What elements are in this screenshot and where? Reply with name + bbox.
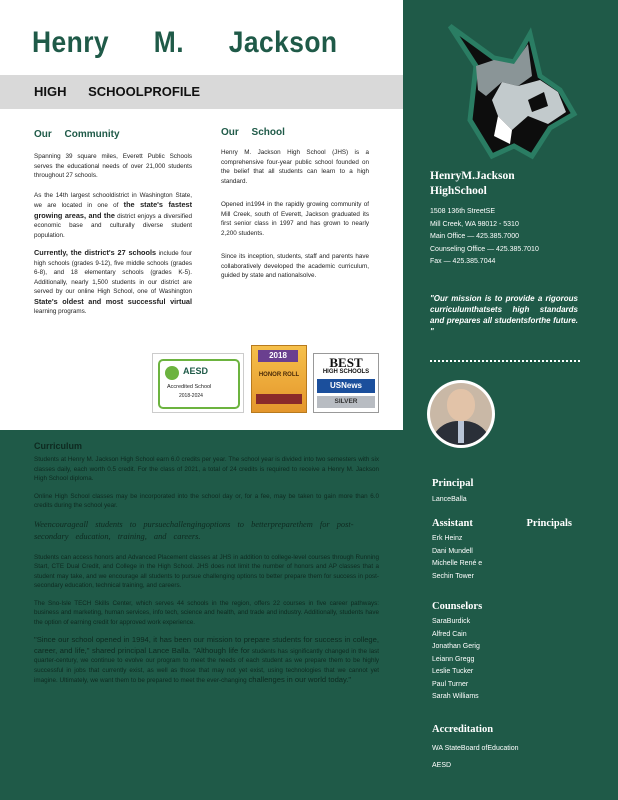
school-p1: Henry M. Jackson High School (JHS) is a comprehensive four-year public school founded on the belief that all students can learn to a high standard. [221,149,369,185]
address: 1508 136th StreetSE [430,208,495,215]
list-item: WA StateBoard ofEducation [432,745,519,752]
list-item: SaraBurdick [432,618,471,625]
community-p1: Spanning 39 square miles, Everett Public Schools serves the educational needs of over 21,000 students throughout 27 schools. [34,153,192,179]
counselors-list [432,616,480,704]
wolf-logo-icon [432,20,582,160]
list-item: Sechin Tower [432,572,474,580]
community-p3c: State's oldest and most successful virtual [34,296,192,306]
page-title: Henry M. Jackson [32,26,338,59]
principal-heading: Principal [432,478,474,489]
aesd-sub: Accredited School [167,384,212,390]
fax: Fax — 425.385.7044 [430,258,496,265]
school-p2: Opened in1994 in the rapidly growing community of Mill Creek, south of Everett, Jackson graduated its first senior class in 1997 and has grown to nearly 2,200 students. [221,201,369,237]
best-line1: BEST [329,355,363,370]
community-p3b: include four high schools (grades 9-12), five middle schools (grades 6-8), and 18 elementary schools (grades K-5). Additionally, nearly 1,500 students in our district are served by our online High School, one of Washington [34,250,193,295]
list-item: Paul Turner [432,680,469,688]
mission-statement: "Our mission is to provide a rigorous curriculumthatsets high standards and prepares all studentsforthe future. " [430,294,578,336]
school-name-line1: HenryM.Jackson [430,170,515,182]
main-office-phone: Main Office — 425.385.7000 [430,233,519,240]
curriculum-heading: Curriculum [34,441,83,451]
divider [430,360,580,362]
community-p3a: Currently, the district's 27 schools [34,248,157,257]
best-high-schools-badge [313,353,379,413]
accreditation-list [432,740,519,774]
list-item: Jonathan Gerig [432,643,480,650]
accreditation-heading: Accreditation [432,724,494,735]
community-heading: Our Community [34,129,120,140]
city: Mill Creek, WA 98012 - 5310 [430,220,519,228]
curriculum-text [34,455,379,686]
assistant-principals-list [432,533,482,583]
contact-info [430,206,539,269]
curriculum-p4: The Sno-Isle TECH Skills Center, which serves 44 schools in the region, offers 22 courses in five career pathways: business and marketing, human services, info tech, science and health, and trade and industry. Additionally, students have the option of earning credit for approved work experience. [34,599,379,626]
list-item: Alfred Cain [432,630,467,638]
quote-part-a: "Since our school opened in 1994, it has been our mission to prepare students for success in college, career, and life," shared principal Lance Balla. "Although life for [34,635,379,655]
best-medal: SILVER [317,396,375,408]
aesd-logo-icon [165,366,179,380]
community-text [34,152,192,317]
school-text [221,148,369,281]
aesd-years: 2018-2024 [179,393,203,399]
list-item: Sarah Williams [432,693,479,700]
community-p3d: learning programs. [34,308,87,315]
school-p3: Since its inception, students, staff and parents have collaboratively developed the academic curriculum, guided by state and nationalsolve. [221,253,369,279]
list-item: Dani Mundell [432,547,473,555]
counseling-phone: Counseling Office — 425.385.7010 [430,245,539,253]
list-item: Michelle René e [432,560,483,567]
honor-text: HONOR ROLL [258,372,300,378]
quote-part-b: students has significantly changed in the last quarter-century, we continue to evolve our program to meet the needs of each student as we prepare them to be highly successful in jobs that currently exist, as well as those that may not yet exist, using technologies that we cannot yet imagine. Ultimately, we want them to be prepared to meet the ever-changing [34,647,379,684]
honor-ribbon [256,394,302,404]
assistant-principals-heading: Assistant Principals [432,518,572,529]
aesd-accreditation-badge [152,353,244,413]
quote-part-c: challenges in our world today." [248,675,352,684]
curriculum-p3: Students can access honors and Advanced Placement classes at JHS in addition to college-level courses through Running Start, CTE Dual Credit, and College in the High School. JHS does not limit the number of honors and AP classes that a student may take, and we encourage all students to pursue challenging options to better prepare them for success in post-secondary education, technical training, and careers. [34,553,379,589]
school-name [430,169,515,199]
curriculum-p1: Students at Henry M. Jackson High School earn 6.0 credits per year. The school year is divided into two semesters with six classes daily, each worth 0.5 credit. For the class of 2021, a total of 24 credits is required to receive a Henry M. Jackson High School diploma. [34,456,379,482]
principal-photo [430,383,492,445]
community-p2a: As the 14th largest schooldistrict in Washington State, we are located in one of [34,191,192,209]
curriculum-p2: Online High School classes may be incorporated into the school day or, for a fee, may be taken to gain more than 6.0 credits during the school year. [34,492,379,509]
page-subtitle: HIGH SCHOOLPROFILE [34,84,201,99]
school-heading: Our School [221,127,285,138]
community-p2b: the state's fastest growing areas, and the [34,200,192,220]
best-line2: HIGH SCHOOLS [322,369,370,375]
honor-year: 2018 [258,350,298,362]
principal-name: LanceBalla [432,496,467,503]
community-p2c: district enjoys a diversified economic base and culturally diverse student population. [34,212,192,239]
list-item: AESD [432,762,452,769]
best-brand: USNews [317,379,375,393]
counselors-heading: Counselors [432,601,483,612]
list-item: Erk Heinz [432,535,463,542]
list-item: Leslie Tucker [432,668,474,675]
honor-roll-badge [251,345,307,413]
aesd-title: AESD [183,366,209,376]
curriculum-italic: Weencourageall students to pursuechallengingoptions to betterpreparethem for post-secondary education, training, and careers. [34,519,354,541]
school-name-line2: HighSchool [430,185,487,197]
list-item: Leiann Gregg [432,655,475,663]
